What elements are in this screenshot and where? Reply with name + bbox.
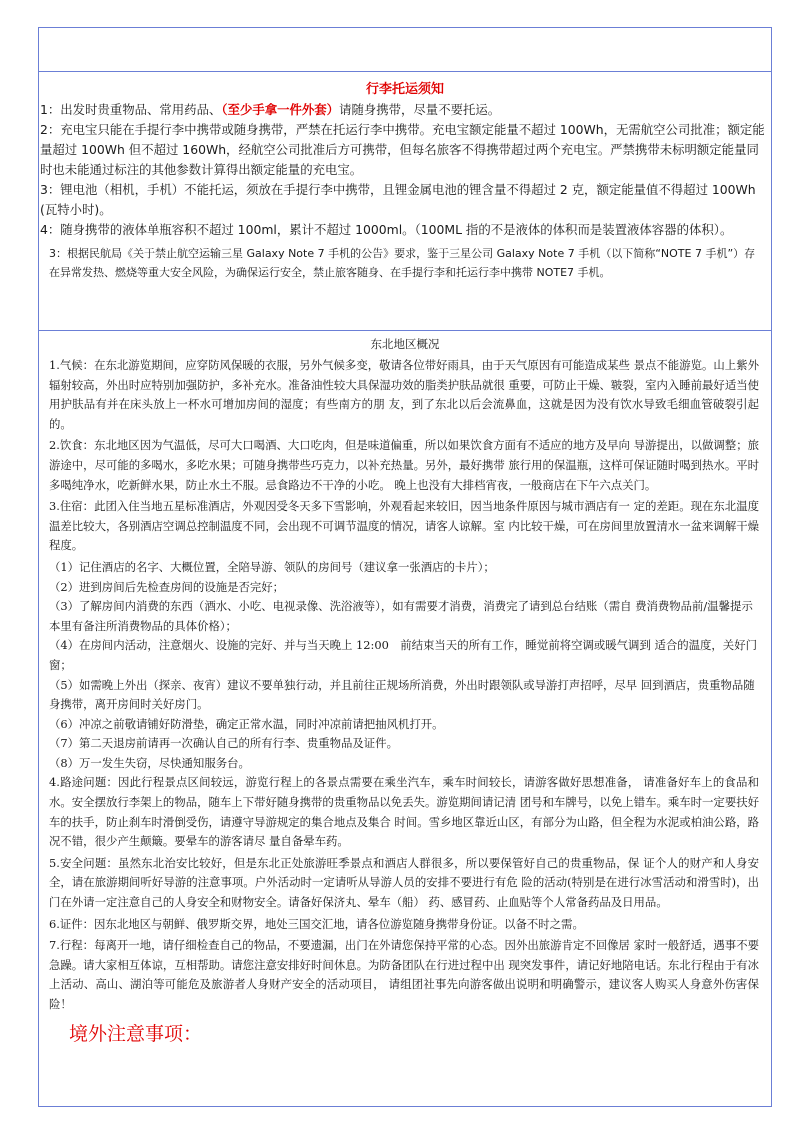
lodging-tip-3: （3）了解房间内消费的东西（酒水、小吃、电视录像、洗浴液等），如有需要才消费，消费完了请到总台结账（需自 费消费物品前/温馨提示本里有备注所消费物品的具体价格）；: [49, 599, 753, 633]
lodging-paragraph: 3.住宿：此团入住当地五星标准酒店，外观因受冬天多下雪影响，外观看起来较旧，因当地条件原因与城市酒店有一 定的差距。现在东北温度温差比较大，各别酒店空调总控制温度不同，会出现不可调节温度的情况，请客人谅解。室 内比较干燥，可在房间里放置清水一盆来调解干燥程度。: [49, 499, 759, 553]
lodging-tip-5: （5）如需晚上外出（探亲、夜宵）建议不要单独行动，并且前往正规场所消费，外出时跟领队或导游打声招呼，尽早 回到酒店，贵重物品随身携带，离开房间时关好房门。: [49, 677, 755, 712]
lodging-tip-7: （7）第二天退房前请再一次确认自己的所有行李、贵重物品及证件。: [49, 736, 398, 751]
lodging-tip-8: （8）万一发生失窃，尽快通知服务台。: [49, 755, 250, 770]
luggage-note-note7: 3：根据民航局《关于禁止航空运输三星 Galaxy Note 7 手机的公告》要求，鉴于三星公司 Galaxy Note 7 手机（以下简称“NOTE 7 手机”）存在异常发热、燃烧等重大安全风险，为确保运行安全，禁止旅客随身、在手提行李和托运行李中携带 NOTE7 手机。: [49, 247, 756, 279]
northeast-section: [39, 332, 771, 1046]
luggage-item-2: 2：充电宝只能在手提行李中携带或随身携带，严禁在托运行李中携带。充电宝额定能量不超过 100Wh，无需航空公司批准；额定能量超过 100Wh 但不超过 160Wh，经航空公司批准后方可携带，但每名旅客不得携带超过两个充电宝。严禁携带未标明额定能量同时也未能通过标注的其他参数计算得出额定能量的充电宝。: [40, 122, 765, 177]
documents-paragraph: 6.证件：因东北地区与朝鲜、俄罗斯交界，地处三国交汇地，请各位游览随身携带身份证。以备不时之需。: [49, 916, 584, 931]
lodging-tip-6: （6）冲凉之前敬请铺好防滑垫，确定正常水温，同时冲凉前请把抽风机打开。: [49, 716, 444, 731]
luggage-section: [39, 72, 771, 282]
luggage-title: 行李托运须知: [365, 82, 444, 97]
safety-paragraph: 5.安全问题：虽然东北治安比较好，但是东北正处旅游旺季景点和酒店人群很多，所以要保管好自己的贵重物品，保 证个人的财产和人身安全，请在旅游期间听好导游的注意事项。户外活动时一定请听从导游人员的安排不要进行有危 险的活动(特别是在进行冰雪活动和滑雪时)，出门在外请一定注意自己的人身安全和财物安全。请备好保济丸、晕车（船） 药、感冒药、止血贴等个人常备药品及日用品。: [49, 855, 759, 910]
luggage-item-1-text: 1：出发时贵重物品、常用药品、: [40, 102, 222, 117]
section-divider: [39, 330, 771, 331]
abroad-notes-heading: 境外注意事项：: [69, 1022, 203, 1045]
northeast-title: 东北地区概况: [370, 337, 440, 351]
luggage-item-3: 3：锂电池（相机，手机）不能托运，须放在手提行李中携带，且锂金属电池的锂含量不得超过 2 克，额定能量值不得超过 100Wh(瓦特小时)。: [40, 182, 756, 217]
luggage-item-4: 4：随身携带的液体单瓶容积不超过 100ml，累计不超过 1000ml。（100ML 指的不是液体的体积而是装置液体容器的体积）。: [40, 222, 733, 237]
lodging-tip-1: （1）记住酒店的名字、大概位置，全陪导游、领队的房间号（建议拿一张酒店的卡片）；: [49, 559, 495, 574]
diet-paragraph: 2.饮食：东北地区因为气温低，尽可大口喝酒、大口吃肉，但是味道偏重，所以如果饮食方面有不适应的地方及早向 导游提出，以做调整；旅游途中，尽可能的多喝水，多吃水果；可随身携带些巧克力，以补充热量。另外，最好携带 旅行用的保温瓶，这样可保证随时喝到热水。平时多喝纯净水，吃新鲜水果，防止水土不服。忌食路边不干净的小吃。 晚上也没有大排档宵夜，一般商店在下午六点关门。: [49, 438, 759, 492]
luggage-item-1: [39, 100, 771, 120]
lodging-tip-4: （4）在房间内活动，注意烟火、设施的完好、并与当天晚上 12:00 前结束当天的所有工作，睡觉前将空调或暖气调到 适合的温度，关好门窗；: [49, 638, 757, 672]
luggage-item-1-tail: 请随身携带，尽量不要托运。: [339, 102, 501, 117]
transport-paragraph: 4.路途问题：因此行程景点区间较远，游览行程上的各景点需要在乘坐汽车，乘车时间较长，请游客做好思想准备， 请准备好车上的食品和水。安全摆放行李架上的物品，随车上下带好随身携带的贵重物品以免丢失。游览期间请记清 团号和车牌号，以免上错车。乘车时一定要扶好车的扶手，防止刹车时滑倒受伤，请遵守导游规定的集合地点及集合 时间。雪乡地区靠近山区，有部分为山路，但全程为水泥或柏油公路，路况不错，很少产生颠簸。要晕车的游客请尽 量自备晕车药。: [49, 775, 759, 849]
lodging-tip-2: （2）进到房间后先检查房间的设施是否完好；: [49, 579, 285, 594]
itinerary-paragraph: 7.行程：每离开一地，请仔细检查自己的物品，不要遗漏，出门在外请您保持平常的心态。因外出旅游肯定不回像居 家时一般舒适，遇事不要急躁。请大家相互体谅，互相帮助。请您注意安排好时间休息。为防备团队在行进过程中出 现突发事件，请记好地陪电话。东北行程由于有冰上活动、高山、湖泊等可能危及旅游者人身财产安全的活动项目， 请组团社事先向游客做出说明和明确警示，建议客人购买人身意外伤害保险！: [49, 938, 759, 1011]
luggage-item-1-highlight: （至少手拿一件外套）: [221, 102, 340, 117]
page-frame: [38, 27, 772, 1107]
climate-paragraph: 1.气候：在东北游览期间，应穿防风保暖的衣服，另外气候多变，敬请各位带好雨具，由于天气原因有可能造成某些 景点不能游览。山上紫外辐射较高，外出时应特别加强防护，多补充水。准备油性较大具保湿功效的脂类护肤品就很 重要，可防止干燥、皲裂，室内入睡前最好适当使用护肤品有并在床头放上一杯水可增加房间的湿度；有些南方的朋 友，到了东北以后会流鼻血，这就是因为没有饮水导致毛细血管破裂引起的。: [49, 358, 759, 431]
